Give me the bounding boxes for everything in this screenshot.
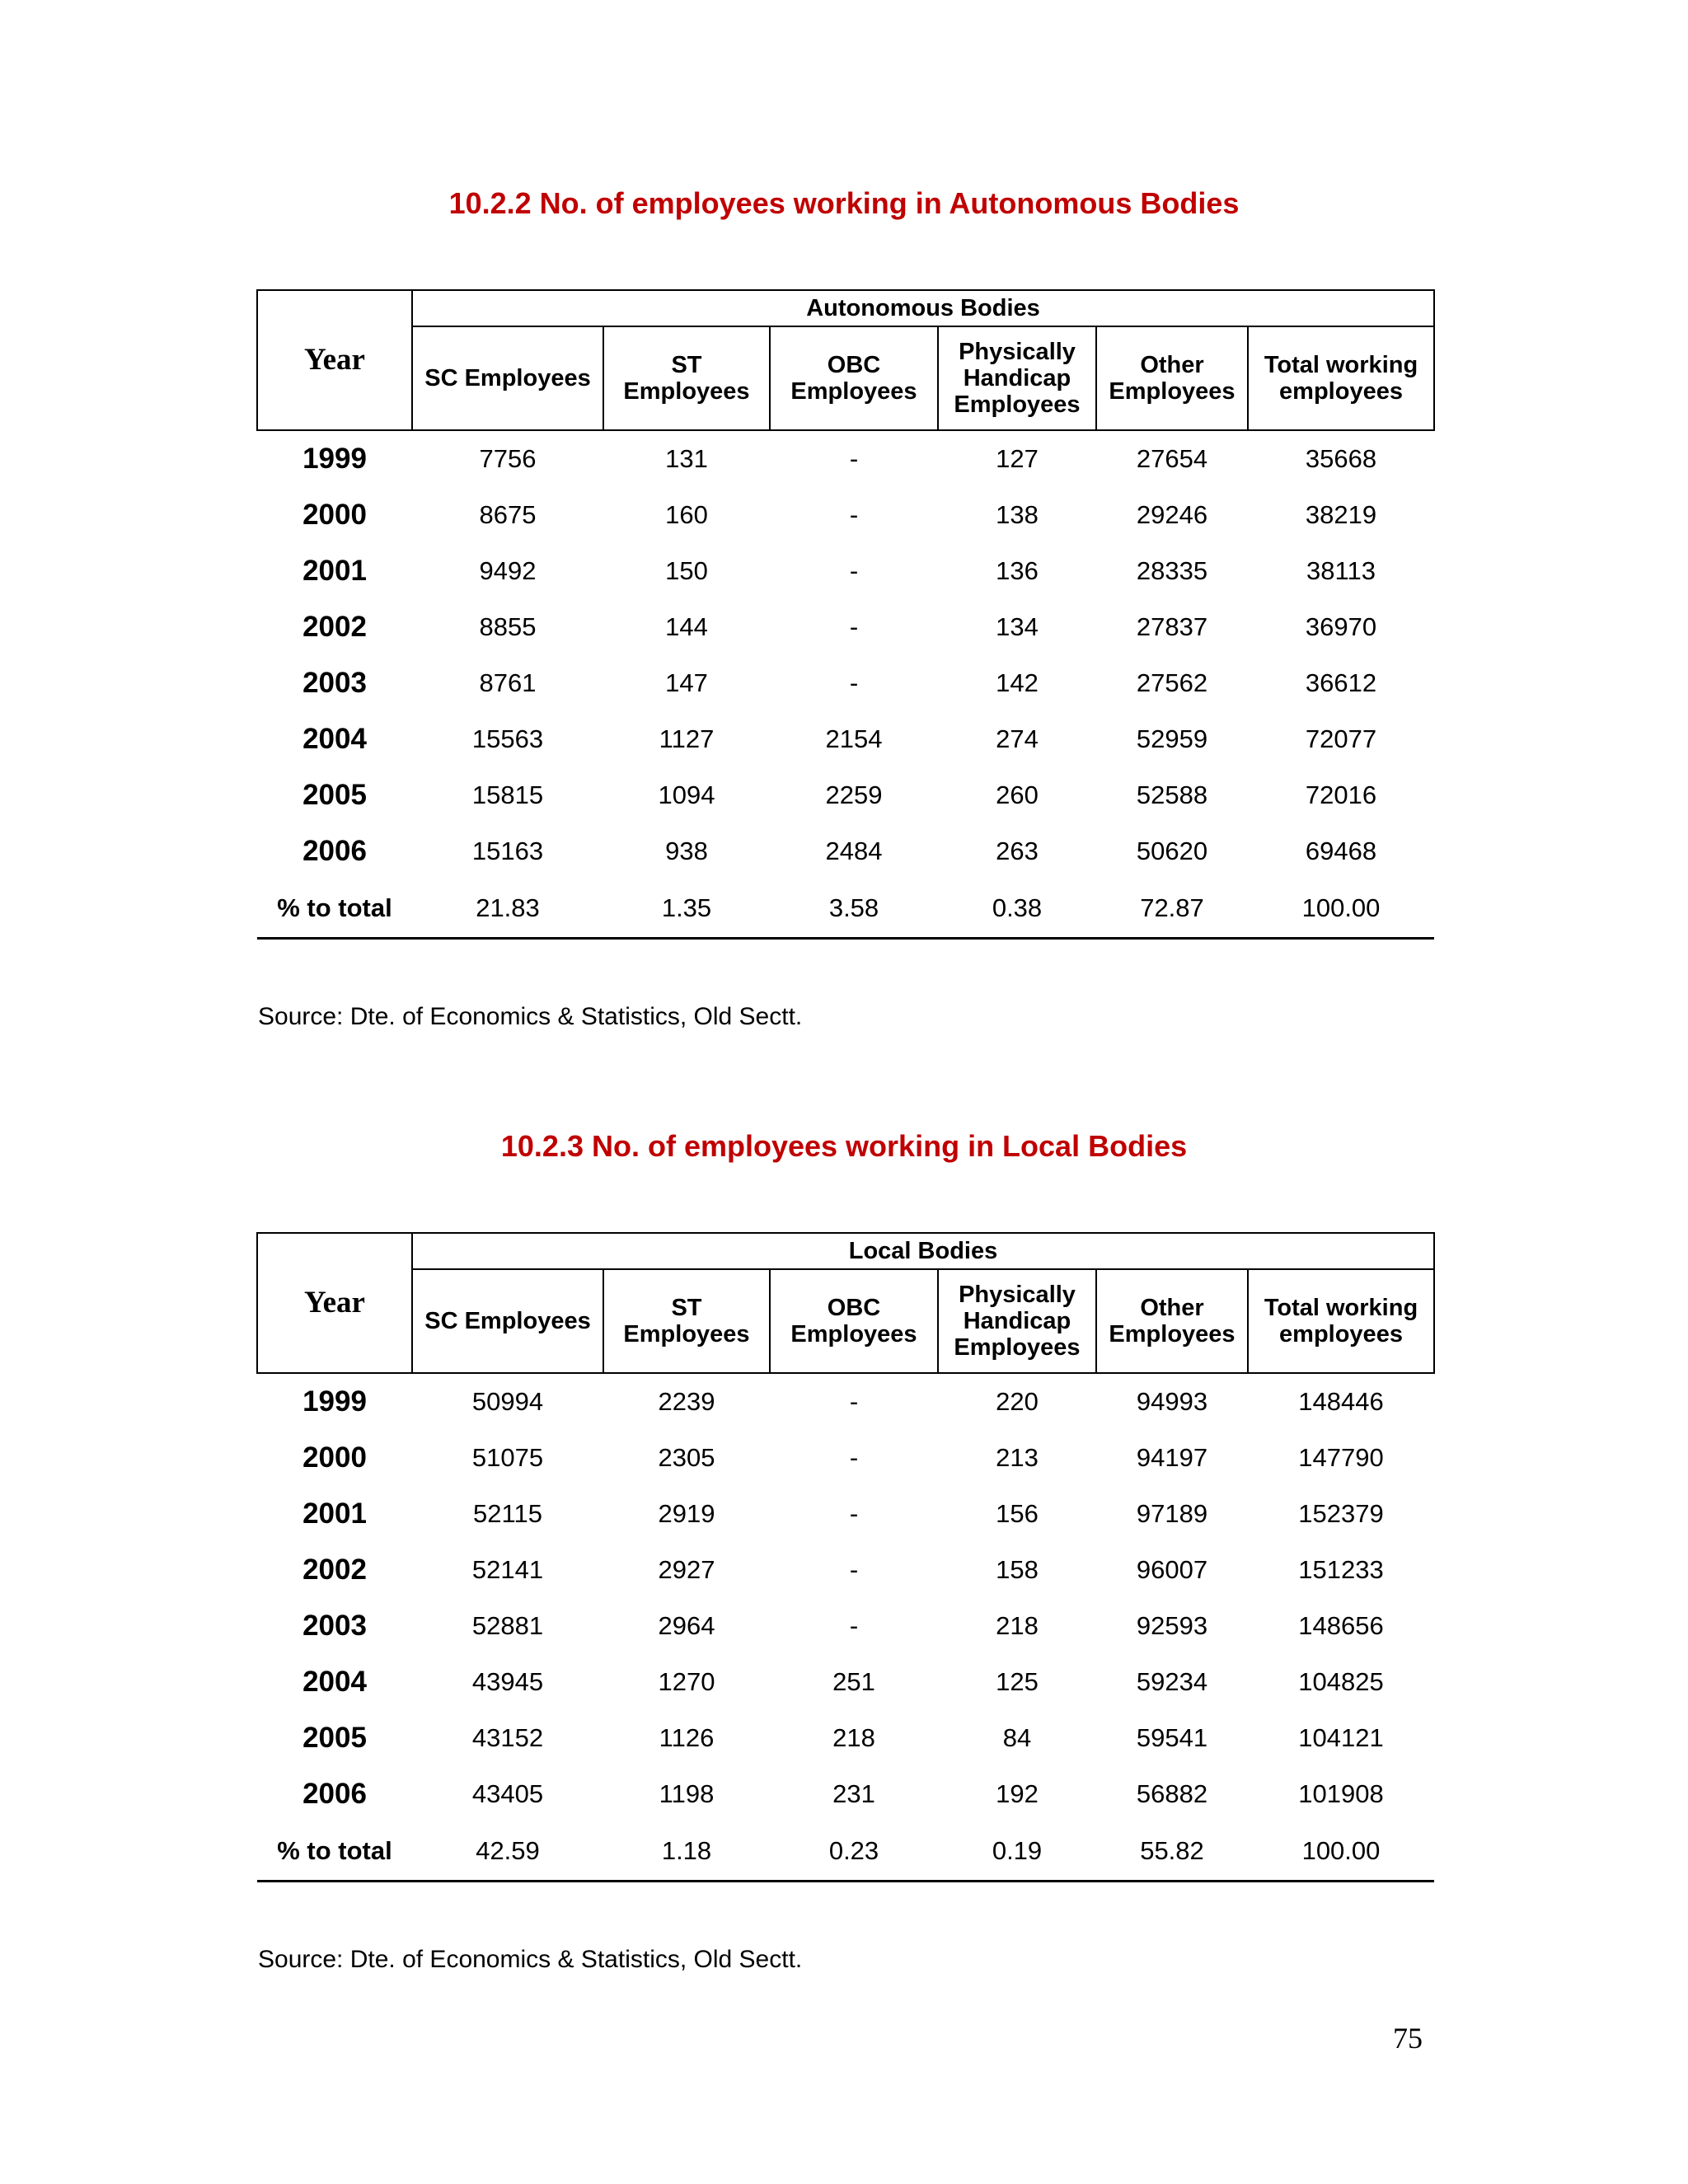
table-row — [257, 1542, 1434, 1598]
value-cell: 1126 — [659, 1723, 715, 1752]
column-header: Other Employees — [1096, 326, 1248, 430]
year-cell: 1999 — [302, 1385, 367, 1418]
percent-total-label: % to total — [257, 879, 412, 939]
value-cell: 152379 — [1298, 1499, 1384, 1528]
percent-cell: 55.82 — [1096, 1822, 1248, 1882]
value-cell: 72077 — [1305, 724, 1377, 753]
value-cell: - — [849, 556, 859, 585]
value-cell: 9492 — [479, 556, 537, 585]
column-header: Total working employees — [1248, 1269, 1434, 1373]
percent-cell: 0.38 — [938, 879, 1096, 939]
value-cell: 94197 — [1136, 1443, 1208, 1472]
value-cell: 101908 — [1298, 1779, 1384, 1808]
value-cell: 15563 — [471, 724, 544, 753]
value-cell: 263 — [996, 837, 1039, 865]
column-header: OBC Employees — [770, 1269, 938, 1373]
value-cell: 138 — [996, 500, 1039, 529]
value-cell: - — [849, 1555, 859, 1584]
year-header: Year — [257, 1233, 412, 1373]
value-cell: 131 — [665, 444, 708, 473]
column-header: Physically Handicap Employees — [938, 326, 1096, 430]
value-cell: 1198 — [659, 1779, 715, 1808]
value-cell: 52959 — [1136, 724, 1208, 753]
value-cell: 97189 — [1136, 1499, 1208, 1528]
value-cell: - — [849, 1499, 859, 1528]
table-row — [257, 543, 1434, 599]
value-cell: 260 — [996, 780, 1039, 809]
value-cell: 134 — [996, 612, 1039, 641]
value-cell: 231 — [832, 1779, 875, 1808]
column-header: ST Employees — [603, 326, 770, 430]
value-cell: 38113 — [1306, 556, 1376, 585]
value-cell: 2239 — [658, 1387, 715, 1416]
local-bodies-table — [256, 1232, 1435, 1882]
value-cell: 8675 — [479, 500, 537, 529]
value-cell: - — [849, 612, 859, 641]
table-row — [257, 823, 1434, 879]
value-cell: 2154 — [825, 724, 883, 753]
percent-cell: 21.83 — [412, 879, 603, 939]
value-cell: 938 — [665, 837, 708, 865]
value-cell: 251 — [832, 1667, 875, 1696]
value-cell: 274 — [996, 724, 1039, 753]
value-cell: 151233 — [1298, 1555, 1384, 1584]
value-cell: 136 — [996, 556, 1039, 585]
column-header: Other Employees — [1096, 1269, 1248, 1373]
percent-cell: 3.58 — [770, 879, 938, 939]
value-cell: 43152 — [471, 1723, 544, 1752]
year-cell: 2005 — [302, 779, 367, 811]
table-row — [257, 1710, 1434, 1766]
year-cell: 2006 — [302, 1778, 367, 1810]
value-cell: 52588 — [1136, 780, 1208, 809]
table-row — [257, 430, 1434, 487]
table-row — [257, 1598, 1434, 1654]
value-cell: 52115 — [473, 1499, 542, 1528]
value-cell: 15163 — [471, 837, 544, 865]
table-row — [257, 1373, 1434, 1430]
column-header: Total working employees — [1248, 326, 1434, 430]
value-cell: 7756 — [479, 444, 537, 473]
value-cell: 147 — [665, 668, 708, 697]
value-cell: 52881 — [471, 1611, 544, 1640]
percent-cell: 1.18 — [603, 1822, 770, 1882]
value-cell: 104121 — [1298, 1723, 1384, 1752]
percent-cell: 100.00 — [1248, 1822, 1434, 1882]
value-cell: 35668 — [1305, 444, 1377, 473]
value-cell: 52141 — [471, 1555, 544, 1584]
value-cell: 69468 — [1305, 837, 1377, 865]
value-cell: 158 — [996, 1555, 1039, 1584]
value-cell: 160 — [665, 500, 708, 529]
value-cell: 218 — [832, 1723, 875, 1752]
percent-total-label: % to total — [257, 1822, 412, 1882]
percent-cell: 72.87 — [1096, 879, 1248, 939]
value-cell: 2964 — [658, 1611, 715, 1640]
value-cell: 43945 — [471, 1667, 544, 1696]
percent-cell: 42.59 — [412, 1822, 603, 1882]
value-cell: 1094 — [658, 780, 715, 809]
table-row — [257, 487, 1434, 543]
autonomous-bodies-table — [256, 289, 1435, 940]
value-cell: 2484 — [825, 837, 883, 865]
value-cell: 192 — [996, 1779, 1039, 1808]
column-header: SC Employees — [412, 1269, 603, 1373]
column-header: SC Employees — [412, 326, 603, 430]
table-body — [257, 430, 1434, 939]
value-cell: 59541 — [1136, 1723, 1208, 1752]
year-cell: 2004 — [302, 1666, 367, 1698]
value-cell: 1270 — [658, 1667, 715, 1696]
value-cell: 104825 — [1298, 1667, 1384, 1696]
year-cell: 2006 — [302, 835, 367, 867]
value-cell: - — [849, 500, 859, 529]
value-cell: 72016 — [1305, 780, 1377, 809]
section-title: 10.2.2 No. of employees working in Autonomous Bodies — [448, 186, 1240, 220]
value-cell: 51075 — [471, 1443, 544, 1472]
value-cell: 92593 — [1136, 1611, 1208, 1640]
value-cell: 36612 — [1305, 668, 1377, 697]
value-cell: 218 — [996, 1611, 1039, 1640]
table-row — [257, 711, 1434, 767]
table-row — [257, 1430, 1434, 1486]
value-cell: 142 — [996, 668, 1039, 697]
percent-total-row — [257, 1822, 1434, 1882]
table-row — [257, 767, 1434, 823]
table-row — [257, 1486, 1434, 1542]
value-cell: 2305 — [658, 1443, 715, 1472]
value-cell: 144 — [665, 612, 708, 641]
value-cell: 125 — [996, 1667, 1039, 1696]
year-cell: 2002 — [302, 611, 367, 643]
year-cell: 2005 — [302, 1722, 367, 1754]
value-cell: 50620 — [1136, 837, 1208, 865]
value-cell: 50994 — [471, 1387, 544, 1416]
value-cell: - — [849, 668, 859, 697]
table-row — [257, 599, 1434, 655]
value-cell: 59234 — [1136, 1667, 1208, 1696]
value-cell: 27562 — [1136, 668, 1208, 697]
value-cell: 1127 — [659, 724, 715, 753]
value-cell: 156 — [996, 1499, 1039, 1528]
value-cell: 27654 — [1136, 444, 1208, 473]
year-cell: 2002 — [302, 1554, 367, 1586]
year-cell: 2000 — [302, 499, 367, 531]
value-cell: 27837 — [1136, 612, 1208, 641]
source-note: Source: Dte. of Economics & Statistics, Old Sectt. — [258, 1946, 803, 1973]
column-header: OBC Employees — [770, 326, 938, 430]
value-cell: 2919 — [658, 1499, 715, 1528]
percent-cell: 0.23 — [770, 1822, 938, 1882]
column-header: Physically Handicap Employees — [938, 1269, 1096, 1373]
table-row — [257, 1654, 1434, 1710]
value-cell: 15815 — [471, 780, 544, 809]
value-cell: - — [849, 1443, 859, 1472]
group-header: Local Bodies — [412, 1233, 1434, 1269]
year-cell: 2003 — [302, 1610, 367, 1642]
value-cell: 56882 — [1136, 1779, 1208, 1808]
value-cell: 148656 — [1298, 1611, 1384, 1640]
value-cell: 220 — [996, 1387, 1039, 1416]
value-cell: 96007 — [1136, 1555, 1208, 1584]
table-row — [257, 1766, 1434, 1822]
percent-cell: 1.35 — [603, 879, 770, 939]
percent-cell: 0.19 — [938, 1822, 1096, 1882]
section-title: 10.2.3 No. of employees working in Local Bodies — [500, 1129, 1188, 1163]
value-cell: - — [849, 1611, 859, 1640]
column-header: ST Employees — [603, 1269, 770, 1373]
year-cell: 1999 — [302, 443, 367, 475]
year-cell: 2001 — [302, 555, 367, 587]
year-cell: 2001 — [302, 1497, 367, 1530]
value-cell: 94993 — [1136, 1387, 1208, 1416]
table-row — [257, 655, 1434, 711]
value-cell: 2927 — [658, 1555, 715, 1584]
year-cell: 2004 — [302, 723, 367, 755]
year-cell: 2003 — [302, 667, 367, 699]
percent-total-row — [257, 879, 1434, 939]
table-body — [257, 1373, 1434, 1882]
value-cell: 8855 — [479, 612, 537, 641]
source-note: Source: Dte. of Economics & Statistics, Old Sectt. — [258, 1003, 803, 1030]
value-cell: - — [849, 444, 859, 473]
value-cell: 150 — [665, 556, 708, 585]
value-cell: 127 — [996, 444, 1039, 473]
value-cell: - — [849, 1387, 859, 1416]
value-cell: 2259 — [825, 780, 883, 809]
year-cell: 2000 — [302, 1441, 367, 1474]
value-cell: 213 — [996, 1443, 1039, 1472]
percent-cell: 100.00 — [1248, 879, 1434, 939]
value-cell: 43405 — [471, 1779, 544, 1808]
value-cell: 8761 — [479, 668, 537, 697]
value-cell: 38219 — [1305, 500, 1377, 529]
value-cell: 148446 — [1298, 1387, 1384, 1416]
group-header: Autonomous Bodies — [412, 290, 1434, 326]
value-cell: 36970 — [1305, 612, 1377, 641]
value-cell: 84 — [1002, 1723, 1032, 1752]
value-cell: 29246 — [1136, 500, 1208, 529]
page-number: 75 — [1393, 2022, 1423, 2055]
value-cell: 147790 — [1298, 1443, 1384, 1472]
year-header: Year — [257, 290, 412, 430]
value-cell: 28335 — [1136, 556, 1208, 585]
